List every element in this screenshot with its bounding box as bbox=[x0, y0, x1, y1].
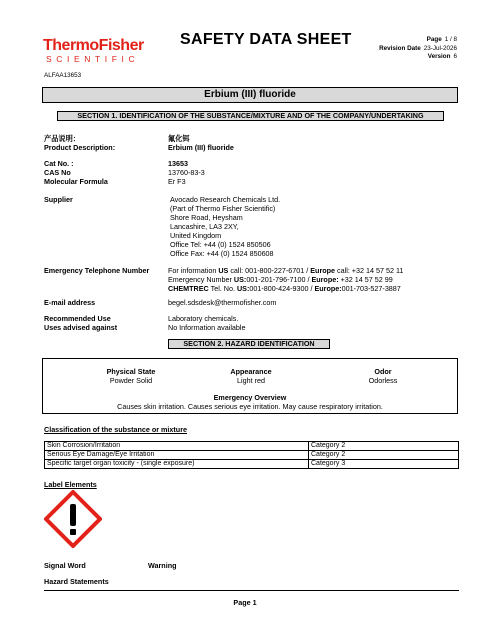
version-value: 6 bbox=[453, 53, 457, 60]
classification-table bbox=[44, 441, 459, 469]
uses-advised-against-label: Uses advised against bbox=[44, 323, 118, 332]
label-elements-heading: Label Elements bbox=[44, 480, 97, 489]
footer-divider bbox=[44, 590, 459, 591]
physical-state-block bbox=[71, 367, 191, 385]
hazard-statements-label: Hazard Statements bbox=[44, 577, 109, 586]
table-row bbox=[45, 451, 459, 460]
supplier-line: Avocado Research Chemicals Ltd. bbox=[170, 195, 281, 204]
emergency-phone-label: Emergency Telephone Number bbox=[44, 266, 150, 275]
physical-state-label: Physical State bbox=[106, 367, 156, 376]
molecular-formula-label: Molecular Formula bbox=[44, 177, 108, 186]
appearance-value: Light red bbox=[237, 376, 265, 385]
footer-page-number: Page 1 bbox=[233, 598, 257, 607]
odor-value: Odorless bbox=[368, 376, 398, 385]
product-desc-label: Product Description: bbox=[44, 143, 116, 152]
exclamation-mark-ghs-icon bbox=[44, 490, 102, 548]
table-row bbox=[45, 460, 459, 469]
revision-date-value: 23-Jul-2026 bbox=[423, 44, 457, 52]
section1-heading: SECTION 1. IDENTIFICATION OF THE SUBSTANCE/MIXTURE AND OF THE COMPANY/UNDERTAKING bbox=[57, 111, 444, 121]
email-label: E-mail address bbox=[44, 298, 96, 307]
emergency-overview-text: Causes skin irritation. Causes serious eye irritation. May cause respiratory irritation. bbox=[117, 402, 383, 411]
cas-no-value: 13760-83-3 bbox=[168, 168, 205, 177]
supplier-line: (Part of Thermo Fisher Scientific) bbox=[170, 204, 276, 213]
hazard-category-cell: Category 3 bbox=[309, 460, 459, 469]
supplier-address bbox=[170, 195, 280, 258]
physical-state-value: Powder Solid bbox=[109, 376, 153, 385]
emergency-line-emergency: Emergency Number US:001-201-796-7100 / Europe: +32 14 57 52 99 bbox=[168, 275, 393, 284]
supplier-line: Lancashire, LA3 2XY, bbox=[170, 222, 239, 231]
document-title: SAFETY DATA SHEET bbox=[180, 31, 352, 48]
signal-word-label: Signal Word bbox=[44, 561, 86, 570]
hazard-class-cell: Skin Corrosion/Irritation bbox=[45, 442, 309, 451]
revision-date-label: Revision Date bbox=[379, 44, 421, 52]
table-row bbox=[45, 442, 459, 451]
emergency-line-chemtrec: CHEMTREC Tel. No. US:001-800-424-9300 / Europe:001-703-527-3887 bbox=[168, 284, 401, 293]
product-desc-value: Erbium (III) fluoride bbox=[168, 143, 234, 152]
molecular-formula-value: Er F3 bbox=[168, 177, 186, 186]
document-code: ALFAA13653 bbox=[44, 72, 82, 79]
brand-logo-subtitle: SCIENTIFIC bbox=[46, 54, 140, 64]
product-desc-cn-label: 产品说明： bbox=[44, 134, 80, 143]
hazard-summary-box bbox=[42, 358, 458, 414]
cat-no-value: 13653 bbox=[168, 159, 188, 168]
hazard-category-cell: Category 2 bbox=[309, 442, 459, 451]
signal-word-value: Warning bbox=[148, 561, 177, 570]
emergency-line-info: For information US call: 001-800-227-6701 / Europe call: +32 14 57 52 11 bbox=[168, 266, 404, 275]
version-label: Version bbox=[427, 53, 451, 60]
hazard-class-cell: Serious Eye Damage/Eye Irritation bbox=[45, 451, 309, 460]
cat-no-label: Cat No. : bbox=[44, 159, 74, 168]
appearance-block bbox=[191, 367, 311, 385]
classification-heading: Classification of the substance or mixture bbox=[44, 425, 187, 434]
emergency-phone-values bbox=[168, 266, 403, 293]
emergency-overview-label: Emergency Overview bbox=[213, 393, 287, 402]
uses-advised-against-value: No Information available bbox=[168, 323, 246, 332]
hazard-category-cell: Category 2 bbox=[309, 451, 459, 460]
recommended-use-value: Laboratory chemicals. bbox=[168, 314, 239, 323]
supplier-line: United Kingdom bbox=[170, 231, 222, 240]
supplier-line: Shore Road, Heysham bbox=[170, 213, 243, 222]
product-title-bar: Erbium (III) fluoride bbox=[42, 87, 458, 103]
page-label: Page bbox=[426, 36, 442, 43]
recommended-use-label: Recommended Use bbox=[44, 314, 111, 323]
product-desc-cn-value: 氟化铒 bbox=[168, 134, 190, 143]
hazard-class-cell: Specific target organ toxicity - (single exposure) bbox=[45, 460, 309, 469]
section2-heading: SECTION 2. HAZARD IDENTIFICATION bbox=[168, 339, 330, 349]
brand-logo-wordmark: ThermoFisher bbox=[43, 37, 144, 54]
supplier-line: Office Fax: +44 (0) 1524 850608 bbox=[170, 249, 274, 258]
supplier-line: Office Tel: +44 (0) 1524 850506 bbox=[170, 240, 271, 249]
emergency-overview bbox=[43, 393, 457, 411]
supplier-label: Supplier bbox=[44, 195, 73, 204]
appearance-label: Appearance bbox=[230, 367, 272, 376]
document-meta bbox=[365, 36, 457, 62]
odor-label: Odor bbox=[374, 367, 392, 376]
cas-no-label: CAS No bbox=[44, 168, 71, 177]
page-value: 1 / 8 bbox=[444, 36, 457, 43]
email-value[interactable]: begel.sdsdesk@thermofisher.com bbox=[168, 298, 277, 307]
odor-block bbox=[323, 367, 443, 385]
